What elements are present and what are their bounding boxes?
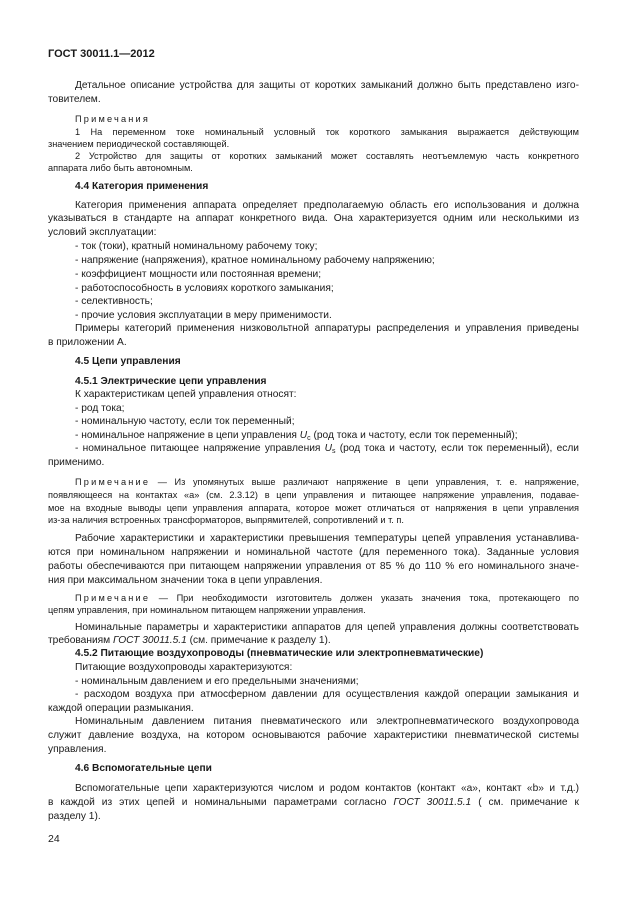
- subsection-heading: 4.5.2 Питающие воздухопроводы (пневматические или электропневматические): [75, 648, 484, 659]
- symbol-u: U: [324, 443, 332, 454]
- paragraph-line: Категория применения аппарата определяет предполагаемую область его использования и должна: [75, 200, 579, 211]
- list-item: - род тока;: [75, 403, 125, 414]
- note-label: Примечание: [75, 477, 151, 487]
- list-item: - номинальное напряжение в цепи управления $U_c$ (род тока и частоту, если ток переменный);: [75, 430, 518, 442]
- page-number: 24: [48, 833, 60, 845]
- paragraph-line: в приложении А.: [48, 337, 127, 348]
- note-line: цепям управления, при номинальном питающем напряжении управления.: [48, 605, 366, 615]
- list-item: - ток (токи), кратный номинальному рабочему току;: [75, 241, 318, 252]
- note-line: 2 Устройство для защиты от коротких замыканий может составлять неотъемлемую часть конкретного: [75, 151, 579, 161]
- list-item: - прочие условия эксплуатации в меру применимости.: [75, 310, 332, 321]
- paragraph-line: каждой операции размыкания.: [48, 703, 194, 714]
- section-heading: 4.4 Категория применения: [75, 181, 209, 192]
- list-item: - номинальное питающее напряжение управления $U_s$ (род тока и частоту, если ток переменный), если: [75, 443, 579, 455]
- list-item: - коэффициент мощности или постоянная времени;: [75, 269, 322, 280]
- note-line: Примечание — Из упомянутых выше различают напряжение в цепи управления, т. е. напряжение,: [75, 477, 579, 487]
- note-line: значением периодической составляющей.: [48, 139, 230, 149]
- document-header: ГОСТ 30011.1—2012: [48, 48, 155, 60]
- note-line: 1 На переменном токе номинальный условный ток короткого замыкания выражается действующим: [75, 127, 579, 137]
- paragraph-line: применимо.: [48, 457, 105, 468]
- symbol-u: U: [299, 430, 308, 441]
- paragraph-line: служит давление воздуха, на котором основываются рабочие характеристики пневматической системы: [48, 730, 579, 741]
- notes-title: Примечания: [75, 114, 151, 124]
- paragraph-line: указываться в стандарте на аппарат конкретного вида. Она характеризуется одним или несколькими из: [48, 213, 579, 224]
- paragraph-line: Детальное описание устройства для защиты от коротких замыканий должно быть представлено изго-: [75, 80, 579, 91]
- list-item: - номинальным давлением и его предельными значениями;: [75, 676, 359, 687]
- list-item: - номинальную частоту, если ток переменный;: [75, 416, 295, 427]
- note-line: из-за наличия встроенных трансформаторов, выпрямителей, сопротивлений и т. п.: [48, 515, 404, 525]
- list-item: - работоспособность в условиях короткого замыкания;: [75, 283, 334, 294]
- note-line: появляющееся на контактах «a» (см. 2.3.12) в цепи управления и питающее напряжение управления, подавае-: [48, 490, 579, 500]
- note-line: аппарата либо быть автономным.: [48, 163, 193, 173]
- paragraph-line: требованиям ГОСТ 30011.5.1 (см. примечание к разделу 1).: [48, 635, 331, 646]
- section-heading: 4.6 Вспомогательные цепи: [75, 763, 212, 774]
- paragraph-line: в каждой из этих цепей и номинальными параметрами согласно ГОСТ 30011.5.1 ( см. примечание к: [48, 797, 580, 808]
- paragraph-line: Примеры категорий применения низковольтной аппаратуры распределения и управления приведены: [75, 323, 579, 334]
- paragraph-line: Номинальные параметры и характеристики аппаратов для цепей управления должны соответствовать: [75, 622, 579, 633]
- paragraph-line: товителем.: [48, 94, 101, 105]
- paragraph-line: Питающие воздухопроводы характеризуются:: [75, 662, 293, 673]
- paragraph-line: работы обеспечиваются при питающем напряжении управления от 85 % до 110 % его номинального значе-: [48, 561, 579, 572]
- paragraph-line: Номинальным давлением питания пневматического или электропневматического воздухопровода: [75, 716, 579, 727]
- paragraph-line: К характеристикам цепей управления относят:: [75, 389, 297, 400]
- standard-reference: ГОСТ 30011.5.1: [393, 797, 472, 808]
- paragraph-line: условий эксплуатации:: [48, 227, 157, 238]
- section-heading: 4.5 Цепи управления: [75, 356, 181, 367]
- paragraph-line: Вспомогательные цепи характеризуются числом и родом контактов (контакт «а», контакт «b» и т.д.): [75, 783, 579, 794]
- list-item: - расходом воздуха при атмосферном давлении для осуществления каждой операции замыкания и: [75, 689, 579, 700]
- list-item: - напряжение (напряжения), кратное номинальному рабочему напряжению;: [75, 255, 435, 266]
- note-label: Примечание: [75, 593, 151, 603]
- paragraph-line: Рабочие характеристики и характеристики превышения температуры цепей управления устанавлива-: [75, 533, 579, 544]
- list-item: - селективность;: [75, 296, 153, 307]
- paragraph-line: ются при номинальном напряжении и номинальной частоте (для переменного тока). Заданные условия: [48, 547, 579, 558]
- subsection-heading: 4.5.1 Электрические цепи управления: [75, 376, 267, 387]
- note-line: Примечание — При необходимости изготовитель должен указать значения тока, протекающего по: [75, 593, 579, 603]
- paragraph-line: управления.: [48, 744, 107, 755]
- note-line: мое на входные выводы цепи управления аппарата, которое может отличаться от напряжения в цепи управления: [48, 503, 579, 513]
- paragraph-line: ния при максимальном значении тока в цепи управления.: [48, 575, 323, 586]
- paragraph-line: разделу 1).: [48, 811, 101, 822]
- standard-reference: ГОСТ 30011.5.1: [113, 635, 187, 646]
